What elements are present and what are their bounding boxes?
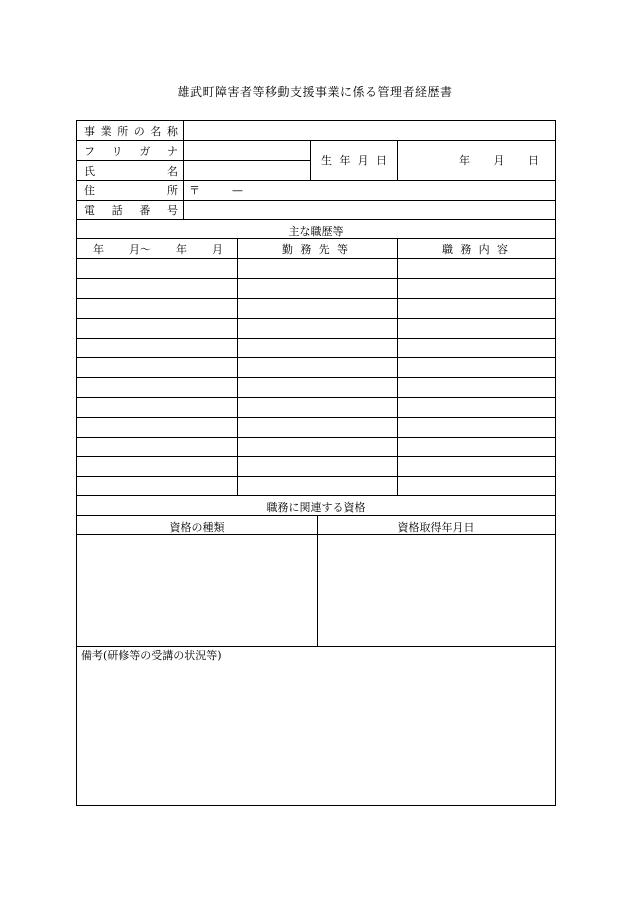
- label-char: リ: [111, 145, 123, 158]
- career-duties-cell[interactable]: [399, 260, 554, 276]
- label-char: 氏: [84, 165, 95, 178]
- postal-mark: 〒: [189, 184, 200, 197]
- career-workplace-cell[interactable]: [239, 439, 396, 455]
- label-char: 電: [84, 204, 95, 217]
- label-char: 所: [167, 184, 178, 197]
- career-workplace-cell[interactable]: [239, 458, 396, 474]
- label-char: 生: [321, 154, 332, 167]
- col-qualification-type: 資格の種類: [169, 521, 225, 534]
- label-char: の: [133, 125, 145, 138]
- career-period-cell[interactable]: [78, 419, 236, 435]
- career-duties-cell[interactable]: [399, 300, 554, 316]
- career-period-cell[interactable]: [78, 458, 236, 474]
- address-label: [84, 182, 178, 198]
- label-char: 日: [375, 154, 387, 167]
- career-period-cell[interactable]: [78, 478, 236, 494]
- label-char: 勤: [282, 243, 293, 256]
- label-char: 話: [111, 204, 123, 217]
- label-char: 内: [478, 243, 490, 256]
- col-qualification-date: 資格取得年月日: [397, 521, 475, 534]
- label-char: 所: [117, 125, 129, 138]
- label-char: 年: [93, 243, 104, 256]
- career-duties-cell[interactable]: [399, 359, 554, 375]
- remarks-label: 備考(研修等の受講の状況等): [81, 649, 222, 662]
- birthdate-label: [321, 152, 387, 168]
- career-form: [76, 120, 556, 806]
- label-char: 業: [100, 125, 112, 138]
- career-period-cell[interactable]: [78, 340, 236, 356]
- label-char: 号: [166, 204, 178, 217]
- career-duties-cell[interactable]: [399, 340, 554, 356]
- postal-dash: —: [232, 184, 243, 197]
- label-char: 住: [84, 184, 95, 197]
- furigana-label: [84, 143, 178, 159]
- career-period-cell[interactable]: [78, 379, 236, 395]
- career-period-cell[interactable]: [78, 280, 236, 296]
- label-char: 月: [493, 154, 505, 167]
- qualifications-heading: 職務に関連する資格: [266, 501, 366, 514]
- career-workplace-cell[interactable]: [239, 379, 396, 395]
- col-duties-header: [442, 241, 508, 257]
- label-char: ナ: [166, 145, 178, 158]
- label-char: 事: [84, 125, 95, 138]
- career-duties-cell[interactable]: [399, 458, 554, 474]
- career-duties-cell[interactable]: [399, 478, 554, 494]
- label-char: 年: [459, 154, 470, 167]
- career-duties-cell[interactable]: [399, 280, 554, 296]
- office-name-label: [84, 123, 178, 139]
- career-duties-cell[interactable]: [399, 379, 554, 395]
- label-char: 等: [336, 243, 348, 256]
- career-duties-cell[interactable]: [399, 399, 554, 415]
- career-workplace-cell[interactable]: [239, 399, 396, 415]
- career-workplace-cell[interactable]: [239, 359, 396, 375]
- name-label: [84, 163, 178, 179]
- address-field[interactable]: [257, 182, 552, 199]
- label-char: 年: [176, 243, 187, 256]
- furigana-field[interactable]: [185, 142, 308, 159]
- label-char: 先: [318, 243, 330, 256]
- col-workplace-header: [282, 241, 348, 257]
- label-char: 名: [150, 125, 162, 138]
- remarks-field[interactable]: [79, 666, 553, 802]
- career-period-cell[interactable]: [78, 260, 236, 276]
- career-duties-cell[interactable]: [399, 419, 554, 435]
- career-workplace-cell[interactable]: [239, 300, 396, 316]
- label-char: 容: [496, 243, 508, 256]
- career-workplace-cell[interactable]: [239, 260, 396, 276]
- label-char: 称: [166, 125, 178, 138]
- label-char: 月: [357, 154, 369, 167]
- career-period-cell[interactable]: [78, 359, 236, 375]
- career-heading: 主な職歴等: [288, 225, 344, 238]
- birthdate-value[interactable]: [459, 152, 539, 168]
- career-period-cell[interactable]: [78, 399, 236, 415]
- label-char: 務: [300, 243, 312, 256]
- career-period-cell[interactable]: [78, 439, 236, 455]
- career-workplace-cell[interactable]: [239, 478, 396, 494]
- career-workplace-cell[interactable]: [239, 419, 396, 435]
- label-char: ガ: [139, 145, 151, 158]
- career-period-cell[interactable]: [78, 300, 236, 316]
- phone-field[interactable]: [185, 201, 553, 218]
- career-workplace-cell[interactable]: [239, 340, 396, 356]
- label-char: 名: [167, 165, 178, 178]
- office-name-field[interactable]: [185, 122, 553, 139]
- career-workplace-cell[interactable]: [239, 280, 396, 296]
- qualification-type-field[interactable]: [79, 537, 315, 644]
- label-char: 番: [139, 204, 151, 217]
- career-period-cell[interactable]: [78, 320, 236, 336]
- qualification-date-field[interactable]: [320, 537, 553, 644]
- career-workplace-cell[interactable]: [239, 320, 396, 336]
- career-duties-cell[interactable]: [399, 320, 554, 336]
- document-title: 雄武町障害者等移動支援事業に係る管理者経歴書: [177, 85, 453, 99]
- col-period-header: [93, 241, 223, 257]
- career-duties-cell[interactable]: [399, 439, 554, 455]
- label-char: フ: [84, 145, 95, 158]
- label-char: 月〜: [129, 243, 151, 256]
- label-char: 月: [212, 243, 223, 256]
- label-char: 年: [339, 154, 351, 167]
- name-field[interactable]: [185, 162, 308, 179]
- label-char: 職: [442, 243, 453, 256]
- label-char: 務: [460, 243, 472, 256]
- label-char: 日: [528, 154, 539, 167]
- phone-label: [84, 202, 178, 218]
